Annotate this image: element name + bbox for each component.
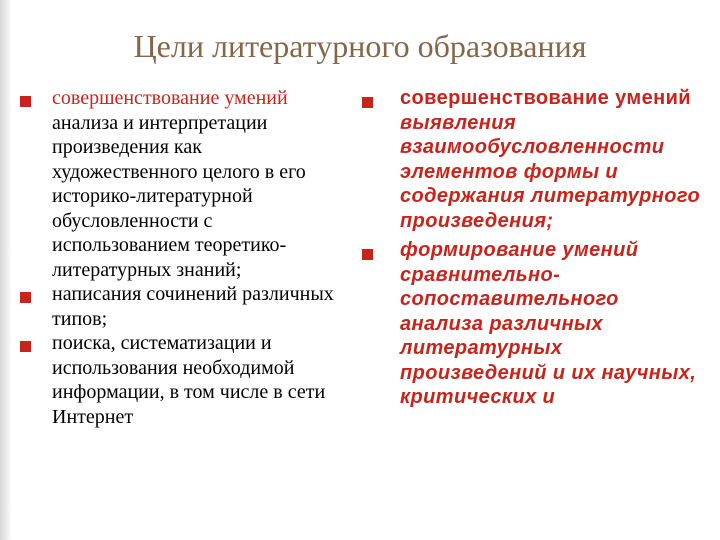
list-item-text: формирование умений сравнительно-сопоставительного анализа различных литературных произведений и их научных, критических и [400,239,697,408]
lead-text: совершенствование умений [400,87,692,109]
list-item [362,86,702,233]
list-item [20,86,340,282]
left-column [20,86,340,429]
square-bullet-icon [20,341,31,352]
square-bullet-icon [362,249,373,260]
slide-title: Цели литературного образования [133,28,587,64]
list-item-text [400,86,702,233]
square-bullet-icon [20,96,31,107]
left-gradient-strip [0,0,12,540]
square-bullet-icon [362,97,373,108]
list-item [20,331,340,429]
list-item-text: написания сочинений различных типов; [52,283,334,330]
highlighted-text: совершенствование умений [52,87,288,109]
list-item-text: поиска, систематизации и использования необходимой информации, в том числе в сети Интернет [52,332,326,428]
body-text: выявления взаимообусловленности элементов формы и содержания литературного произведения; [400,111,701,232]
list-item-text [52,86,340,282]
square-bullet-icon [20,292,31,303]
list-item [362,238,702,410]
right-column [362,86,702,410]
list-item [20,282,340,331]
body-text: анализа и интерпретации произведения как художественного целого в его историко-литературной обусловленности с использованием теоретико-литературных знаний; [52,111,306,281]
